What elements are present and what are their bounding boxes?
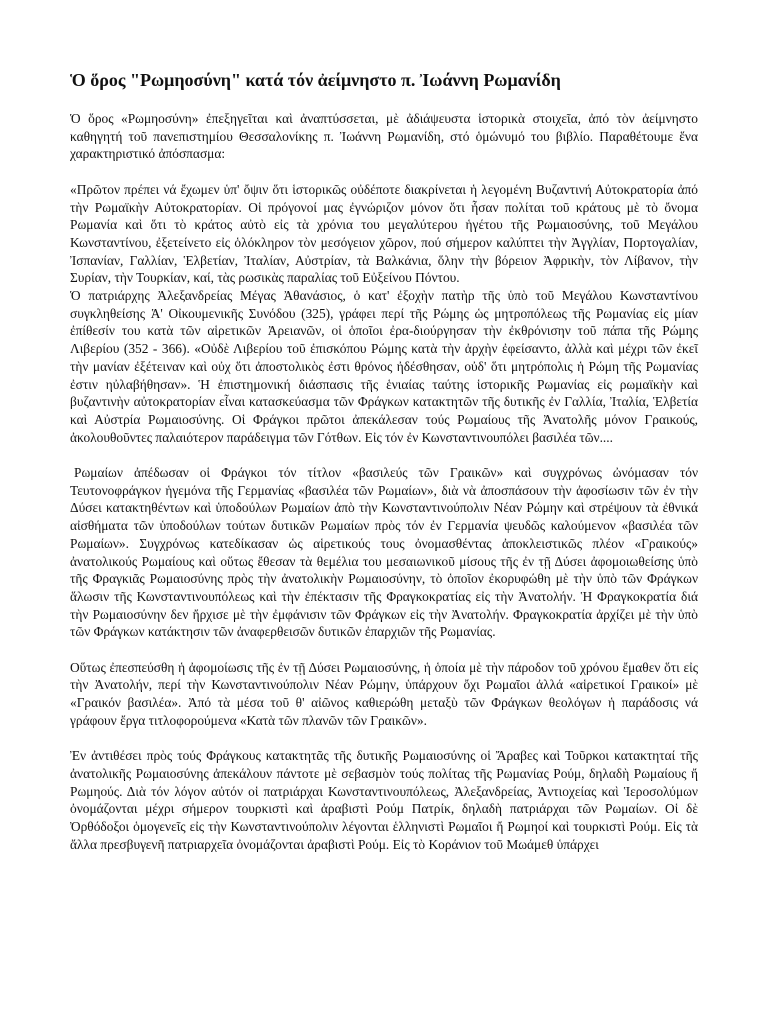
paragraph-quote-start: «Πρῶτον πρέπει νά ἔχωμεν ὑπ' ὄψιν ὅτι ἱστορικῶς οὐδέποτε διακρίνεται ἡ λεγομένη Βυζαντινή Αὐτοκρατορία ἀπό τὴν Ρωμαϊκὴν Αὐτοκρατορίαν. Οἱ πρόγονοί μας ἐγνώριζον μόνον ὅτι ἦσαν πολίται τοῦ κράτους μὲ τὸ ὄνομα Ρωμανία καὶ ὅτι τὸ κράτος αὐτὸ εἰς τὰ χρόνια του μεγαλύτερου ἡγέτου τῆς Ρωμαιοσύνης, τοῦ Μεγάλου Κωνσταντίνου, ἐξετείνετο εἰς ὁλόκληρον τὸν μεσόγειον χῶρον, πού σήμερον καλύπτει τὴν Ἀγγλίαν, Πορτογαλίαν, Ἰσπανίαν, Γαλλίαν, Ἑλβετίαν, Ἰταλίαν, Αὐστρίαν, τὰ Βαλκάνια, ὅλην τὴν βόρειον Ἀφρικὴν, τὸν Λίβανον, τὴν Συρίαν, τὴν Τουρκίαν, καί, τὰς ρωσικὰς παραλίας τοῦ Εὐξείνου Πόντου. <box>70 181 698 286</box>
paragraph-intro: Ὁ ὅρος «Ρωμηοσύνη» ἐπεξηγεῖται καὶ ἀναπτύσσεται, μὲ ἀδιάψευστα ἱστορικὰ στοιχεῖα, ἀπό τὸν ἀείμνηστο καθηγητή τοῦ πανεπιστημίου Θεσσαλονίκης π. Ἰωάννη Ρωμανίδη, στό ὁμώνυμό του βιβλίο. Παραθέτουμε ἕνα χαρακτηριστικό ἀπόσπασμα: <box>70 111 698 162</box>
paragraph-arabs-turks: Ἐν ἀντιθέσει πρὸς τούς Φράγκους κατακτητᾶς τῆς δυτικῆς Ρωμαιοσύνης οἱ Ἄραβες καὶ Τοῦρκοι κατακτηταί τῆς ἀνατολικῆς Ρωμαιοσύνης ἀπεκάλουν πάντοτε μὲ σεβασμὸν τούς πολίτας τῆς Ρωμανίας Ρούμ, δηλαδὴ Ρωμαίους ἤ Ρωμηούς. Διὰ τόν λόγον αὐτόν οἱ πατριάρχαι Κωνσταντινουπόλεως, Ἀλεξανδρείας, Ἀντιοχείας καὶ Ἱεροσολύμων ὀνομάζονται μέχρι σήμερον τουρκιστὶ καὶ ἀραβιστὶ Ρούμ Πατρίκ, δηλαδὴ πατριάρχαι τῶν Ρωμαίων. Οἱ δὲ Ὀρθόδοξοι ὁμογενεῖς εἰς τὴν Κωνσταντινούπολιν λέγονται ἑλληνιστὶ Ρωμαῖοι ἤ Ρωμηοί καὶ τουρκιστὶ Ρούμ. Εἰς τὰ ἄλλα πρεσβυγενῆ πατριαρχεῖα ὀνομάζονται ἀραβιστὶ Ρούμ. Εἰς τὸ Κοράνιον τοῦ Μωάμεθ ὑπάρχει <box>70 748 698 852</box>
paragraph-assimilation: Οὕτως ἐπεσπεύσθη ἡ ἀφομοίωσις τῆς ἐν τῇ Δύσει Ρωμαιοσύνης, ἡ ὁποία μὲ τὴν πάροδον τοῦ χρόνου ἔμαθεν ὅτι εἰς τὴν Ἀνατολήν, περί τὴν Κωνσταντινούπολιν Νέαν Ρώμην, ὑπάρχουν ὄχι Ρωμαῖοι ἀλλά «αἱρετικοί Γραικοί» μὲ «Γραικόν βασιλέα». Ἀπό τὰ μέσα τοῦ θ' αἰῶνος καθιερώθη μεταξὺ τῶν Φράγκων θεολόγων ἡ παράδοσις νά γράφουν ἔργα τιτλοφορούμενα «Κατὰ τῶν πλανῶν τῶν Γραικῶν». <box>70 659 698 728</box>
document-page <box>70 68 698 853</box>
page-title: Ὁ ὅρος "Ρωμηοσύνη" κατά τόν ἀείμνηστο π. Ἰωάννη Ρωμανίδη <box>70 70 561 90</box>
paragraph-franks-titles: Ρωμαίων ἀπέδωσαν οἱ Φράγκοι τόν τίτλον «βασιλεύς τῶν Γραικῶν» καὶ συγχρόνως ὠνόμασαν τόν Τευτονοφράγκον ἡγεμόνα τῆς Γερμανίας «βασιλέα τῶν Ρωμαίων», διὰ νὰ ἀποσπάσουν τὴν ἀφοσίωσιν τῶν ἐν τὴν Δύσει κατακτηθέντων καὶ ὑποδούλων Ρωμαίων ἀπὸ τὴν Κωνσταντινούπολιν Νέαν Ρώμην καὶ στρέψουν τὰ ἐθνικά αἰσθήματα τῶν ὑποδούλων τούτων δυτικῶν Ρωμαίων πρὸς τόν ἐν Γερμανία ψευδῶς καλούμενον «βασιλέα τῶν Ρωμαίων». Συγχρόνως κατεδίκασαν ὡς αἱρετικούς τους ὀνομασθέντας ἀποκλειστικῶς πλέον «Γραικούς» ἀνατολικούς Ρωμαίους καὶ οὕτως ἔθεσαν τὰ θεμέλια του μεσαιωνικοῦ μίσους τῆς ἐν τῇ Δύσει ἀφομοιωθείσης ὑπὸ τῆς Φραγκιᾶς Ρωμαιοσύνης πρὸς τὴν ἀνατολικὴν Ρωμαιοσύνην, τὸ ὁποῖον ἐκορυφώθη μὲ τὴν ὑπὸ τῶν Φράγκων ἅλωσιν τῆς Κωνσταντινουπόλεως καὶ τὴν ἐπέκτασιν τῆς Φραγκοκρατίας εἰς τὴν Ἀνατολήν. Ἡ Φραγκοκρατία διά τὴν Ρωμαιοσύνην δεν ἤρχισε μὲ τὴν ἐμφάνισιν τῶν Φράγκων εἰς τὴν Ἀνατολήν. Φραγκοκρατία ἀρχίζει μὲ τὴν ὑπὸ τῶν Φράγκων κατάκτησιν τῶν ἀναφερθεισῶν δυτικῶν ἐπαρχιῶν τῆς Ρωμανίας. <box>70 465 698 640</box>
paragraph-athanasius: Ὁ πατριάρχης Ἀλεξανδρείας Μέγας Ἀθανάσιος, ὁ κατ' ἐξοχὴν πατὴρ τῆς ὑπὸ τοῦ Μεγάλου Κωνσταντίνου συγκληθείσης Ἁ' Οἰκουμενικῆς Συνόδου (325), γράφει περί τῆς Ρώμης ὡς μητροπόλεως τῆς Ρωμανίας εἰς μίαν ἐπίθεσίν του κατὰ τῶν αἱρετικῶν Ἀρειανῶν, οἱ ὁποῖοι ἐρα-διούργησαν τὴν ἐκθρόνισην τοῦ πάπα τῆς Ρώμης Λιβερίου (352 - 366). «Οὐδὲ Λιβερίου τοῦ ἐπισκόπου Ρώμης κατὰ τὴν ἀρχὴν ἐφείσαντο, ἀλλὰ καὶ μέχρι τῶν ἐκεῖ τὴν μανίαν ἐξέτειναν καὶ οὐχ ὅτι ἀποστολικὸς ἐστι θρόνος ἠδέσθησαν, οὐδ' ὅτι μητρόπολις ἡ Ρώμη τῆς Ρωμανίας ἐστιν ηὐλαβήθησαν». Ἡ ἐπιστημονική διάσπασις τῆς ἑνιαίας ταύτης ἱστορικῆς Ρωμανίας εἰς ρωμαϊκὴν καὶ βυζαντινὴν αὐτοκρατορίαν εἶναι κατασκεύασμα τῶν Φράγκων κατακτητῶν τῆς δυτικῆς ἐν Γαλλία, Ἰταλία, Ἑλβετία καὶ Αὐστρία Ρωμαιοσύνης. Οἱ Φράγκοι πρῶτοι ἀπεκάλεσαν τούς Ρωμαίους τῆς Ἀνατολῆς μόνον Γραικούς, ἀκολουθοῦντες παλαιότερον παράδειγμα τῶν Γότθων. Εἰς τόν ἐν Κωνσταντινουπόλει βασιλέα τῶν.... <box>70 288 698 445</box>
